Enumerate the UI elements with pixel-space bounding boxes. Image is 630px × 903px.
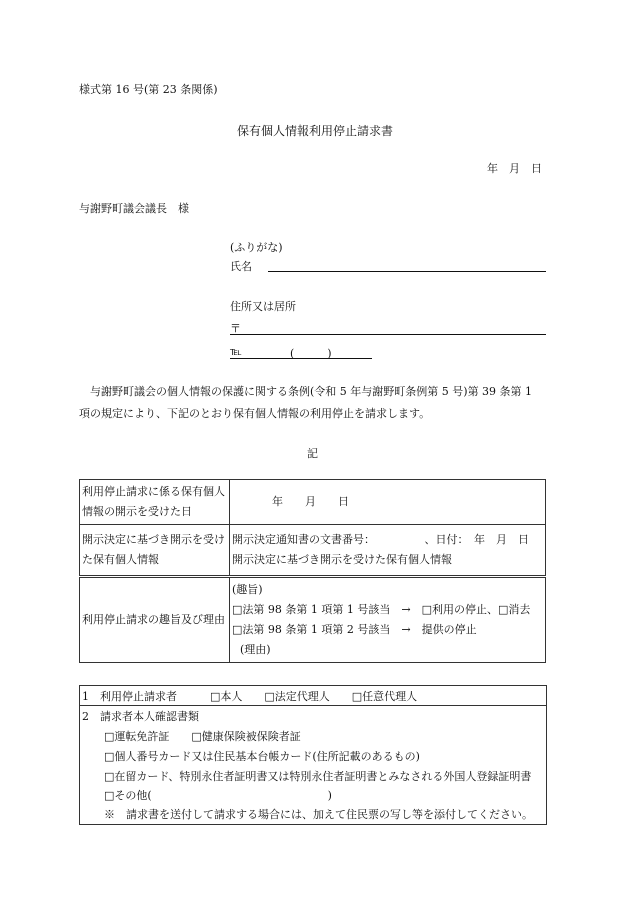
- date-line: 年 月 日: [487, 162, 542, 175]
- postal-mark: 〒: [230, 322, 241, 335]
- row3-value[interactable]: [230, 577, 546, 663]
- address-field[interactable]: [230, 334, 546, 335]
- row2-label: 開示決定に基づき開示を受けた保有個人情報: [80, 525, 230, 577]
- tel-field[interactable]: [230, 358, 372, 359]
- furigana-label: (ふりがな): [230, 241, 283, 254]
- box-line-7: ※ 請求書を送付して請求する場合には、加えて住民票の写し等を添付してください。: [104, 808, 533, 821]
- row1-value[interactable]: 年 月 日: [230, 480, 546, 525]
- row3-line-3: □法第 98 条第 1 項第 2 号該当 → 提供の停止: [232, 623, 477, 636]
- row2-line-2: 開示決定に基づき開示を受けた保有個人情報: [232, 553, 452, 566]
- table-row: [80, 480, 546, 525]
- addressee: 与謝野町議会議長 様: [79, 202, 189, 215]
- name-label: 氏名: [230, 260, 252, 273]
- box-line-5: □在留カード、特別永住者証明書又は特別永住者証明書とみなされる外国人登録証明書: [104, 770, 532, 783]
- ki-label: 記: [307, 447, 318, 460]
- request-table: [79, 479, 546, 663]
- tel-paren: ( ): [290, 347, 332, 360]
- row2-value[interactable]: [230, 525, 546, 577]
- body-line-1: 与謝野町議会の個人情報の保護に関する条例(令和 5 年与謝野町条例第 5 号)第 39 条第 1: [90, 385, 533, 398]
- row3-label: 利用停止請求の趣旨及び理由: [80, 577, 230, 663]
- requester-box: [79, 685, 547, 825]
- table-row: [80, 525, 546, 577]
- box-line-3: □運転免許証 □健康保険被保険者証: [104, 730, 301, 743]
- row2-line-1: 開示決定通知書の文書番号： 、日付： 年 月 日: [232, 533, 529, 546]
- box-divider: [80, 705, 546, 706]
- body-line-2: 項の規定により、下記のとおり保有個人情報の利用停止を請求します。: [79, 407, 431, 420]
- box-line-1: 1 利用停止請求者 □本人 □法定代理人 □任意代理人: [82, 690, 418, 703]
- address-label: 住所又は居所: [230, 300, 296, 313]
- box-line-2: 2 請求者本人確認書類: [82, 710, 199, 723]
- row3-line-4: (理由): [240, 643, 271, 656]
- document-title: 保有個人情報利用停止請求書: [237, 124, 394, 138]
- row1-label: 利用停止請求に係る保有個人情報の開示を受けた日: [80, 480, 230, 525]
- row3-line-1: (趣旨): [232, 583, 263, 596]
- tel-mark: ℡: [230, 345, 242, 358]
- table-row: [80, 577, 546, 663]
- name-field[interactable]: [268, 271, 546, 272]
- form-number: 様式第 16 号(第 23 条関係): [79, 83, 218, 96]
- row3-line-2: □法第 98 条第 1 項第 1 号該当 → □利用の停止、□消去: [232, 603, 531, 616]
- box-line-4: □個人番号カード又は住民基本台帳カード(住所記載のあるもの): [104, 750, 420, 763]
- box-line-6: □その他( ): [104, 789, 332, 802]
